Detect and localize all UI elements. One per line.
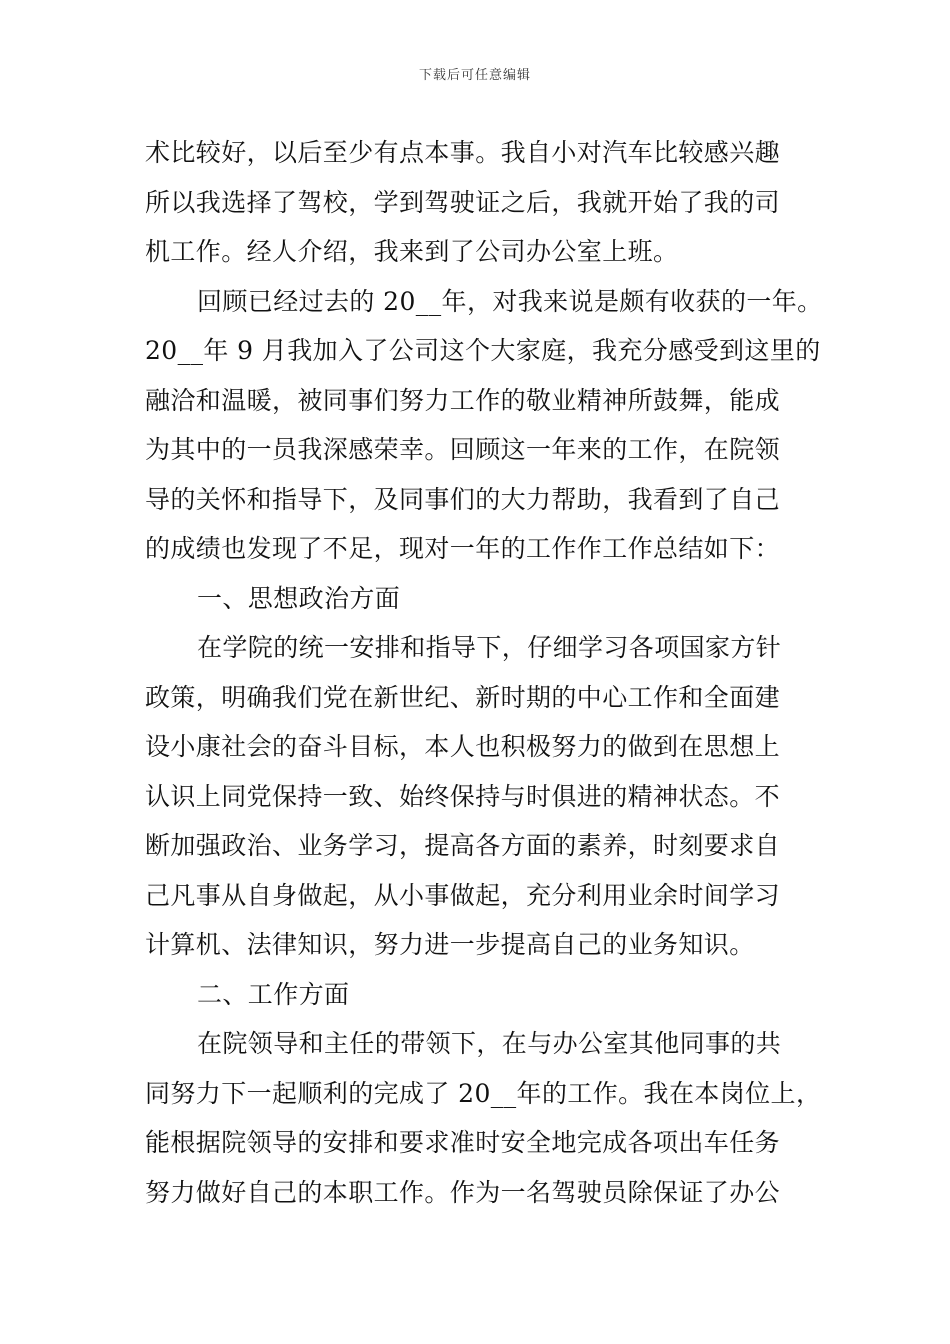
- section-heading-text: 二、工作方面: [197, 979, 350, 1009]
- text-line: 同努力下一起顺利的完成了 20__年的工作。我在本岗位上，: [145, 1078, 822, 1108]
- text-line: 机工作。经人介绍，我来到了公司办公室上班。: [145, 237, 679, 266]
- text-line: 融洽和温暖，被同事们努力工作的敬业精神所鼓舞，能成: [145, 385, 781, 415]
- section-heading: [145, 574, 810, 624]
- text-line: 己凡事从自身做起，从小事做起，充分利用业余时间学习: [145, 880, 781, 910]
- text-line: 的成绩也发现了不足，现对一年的工作作工作总结如下：: [145, 534, 781, 563]
- section-heading-text: 一、思想政治方面: [197, 583, 401, 613]
- paragraph: [145, 128, 810, 277]
- text-line: 设小康社会的奋斗目标，本人也积极努力的做到在思想上: [145, 732, 781, 761]
- paragraph: [145, 277, 823, 574]
- text-line: 回顾已经过去的 20__年，对我来说是颇有收获的一年。: [197, 286, 823, 316]
- section-heading: [145, 970, 810, 1020]
- document-body: [145, 128, 823, 1217]
- paragraph: [145, 1019, 822, 1217]
- paragraph: [145, 623, 810, 970]
- text-line: 术比较好，以后至少有点本事。我自小对汽车比较感兴趣: [145, 138, 781, 167]
- text-line: 断加强政治、业务学习，提高各方面的素养，时刻要求自: [145, 831, 781, 860]
- text-line: 为其中的一员我深感荣幸。回顾这一年来的工作，在院领: [145, 435, 781, 464]
- text-line: 政策，明确我们党在新世纪、新时期的中心工作和全面建: [145, 682, 781, 712]
- text-line: 在院领导和主任的带领下，在与办公室其他同事的共: [197, 1029, 782, 1058]
- text-line: 所以我选择了驾校，学到驾驶证之后，我就开始了我的司: [145, 187, 781, 217]
- text-line: 在学院的统一安排和指导下，仔细学习各项国家方针: [197, 633, 782, 662]
- text-line: 计算机、法律知识，努力进一步提高自己的业务知识。: [145, 930, 755, 959]
- page-header: 下载后可任意编辑: [418, 68, 531, 83]
- text-line: 20__年 9 月我加入了公司这个大家庭，我充分感受到这里的: [145, 336, 821, 365]
- text-line: 认识上同党保持一致、始终保持与时俱进的精神状态。不: [145, 781, 781, 811]
- text-line: 能根据院领导的安排和要求准时安全地完成各项出车任务: [145, 1128, 781, 1157]
- text-line: 导的关怀和指导下，及同事们的大力帮助，我看到了自己: [145, 484, 781, 514]
- text-line: 努力做好自己的本职工作。作为一名驾驶员除保证了办公: [145, 1177, 781, 1207]
